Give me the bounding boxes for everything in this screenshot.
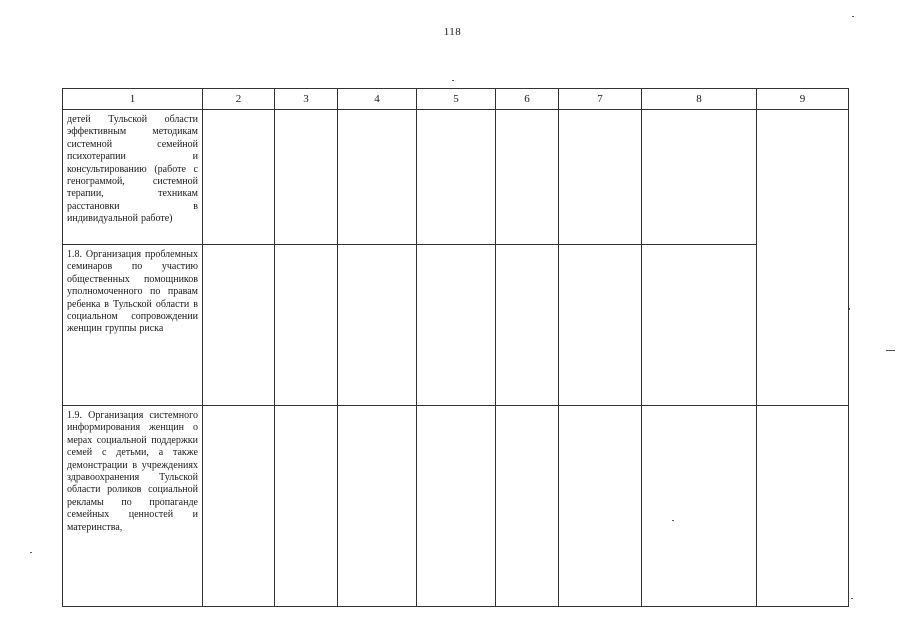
column-header: 8 bbox=[642, 89, 757, 110]
scan-mark bbox=[30, 552, 32, 553]
table-cell-merged bbox=[757, 110, 849, 406]
table-cell bbox=[203, 245, 275, 406]
table-cell bbox=[275, 110, 338, 245]
scan-mark bbox=[852, 16, 854, 17]
table-cell bbox=[275, 245, 338, 406]
column-header: 5 bbox=[417, 89, 496, 110]
table-cell bbox=[417, 245, 496, 406]
table-cell bbox=[203, 406, 275, 607]
table-cell bbox=[417, 110, 496, 245]
scan-mark bbox=[886, 350, 895, 351]
page-number: 118 bbox=[443, 26, 462, 38]
scan-mark bbox=[452, 80, 454, 81]
table-row bbox=[63, 110, 849, 245]
table-cell bbox=[559, 110, 642, 245]
table-cell bbox=[642, 110, 757, 245]
table-cell bbox=[642, 406, 757, 607]
table-row bbox=[63, 406, 849, 607]
column-header: 3 bbox=[275, 89, 338, 110]
table-cell bbox=[559, 406, 642, 607]
table-cell bbox=[496, 406, 559, 607]
activity-description: детей Тульской области эффективным методикам системной семейной психотерапии и консультированию (работе с генограммой, системной терапии, техникам расстановки в индивидуальной работе) bbox=[63, 110, 203, 245]
activity-description: 1.9. Организация системного информирования женщин о мерах социальной поддержки семей с детьми, а также демонстрации в учреждениях здравоохранения Тульской области роликов социальной рекламы по пропаганде семейных ценностей и материнства, bbox=[63, 406, 203, 607]
table-cell bbox=[338, 245, 417, 406]
table-row bbox=[63, 245, 849, 406]
table-cell bbox=[275, 406, 338, 607]
column-header: 4 bbox=[338, 89, 417, 110]
table-cell bbox=[417, 406, 496, 607]
table-cell bbox=[559, 245, 642, 406]
column-header: 2 bbox=[203, 89, 275, 110]
column-header: 9 bbox=[757, 89, 849, 110]
column-header: 7 bbox=[559, 89, 642, 110]
table-cell bbox=[203, 110, 275, 245]
plan-table bbox=[62, 88, 849, 607]
scan-mark bbox=[672, 520, 674, 521]
table-cell bbox=[338, 110, 417, 245]
table-cell bbox=[338, 406, 417, 607]
column-header: 1 bbox=[63, 89, 203, 110]
table-cell bbox=[642, 245, 757, 406]
table-cell bbox=[757, 406, 849, 607]
activity-description: 1.8. Организация проблемных семинаров по участию общественных помощников уполномоченного по правам ребенка в Тульской области в социальном сопровождении женщин группы риска bbox=[63, 245, 203, 406]
table-cell bbox=[496, 245, 559, 406]
table-cell bbox=[496, 110, 559, 245]
table-header-row bbox=[63, 89, 849, 110]
column-header: 6 bbox=[496, 89, 559, 110]
scan-mark bbox=[849, 308, 850, 310]
scan-mark bbox=[851, 598, 853, 599]
